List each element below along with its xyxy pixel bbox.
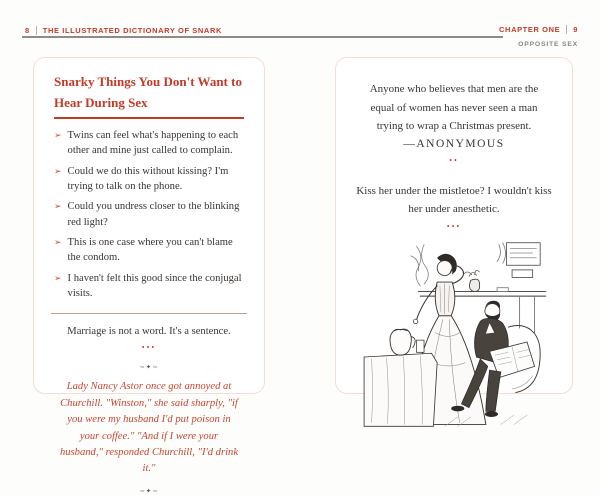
list-item [54,128,244,159]
foliage [411,244,428,285]
anonymous-quote: Anyone who believes that men are the equal of women has never seen a man trying to wrap a Christmas present. [369,83,539,133]
list-item-text: Could you undress closer to the blinking red light? [67,201,240,228]
arrow-bullet-icon: ➢ [54,129,62,140]
arrow-bullet-icon: ➢ [54,272,62,283]
page-title: Snarky Things You Don't Want to Hear During Sex [54,71,244,119]
header-rule [22,36,503,38]
dots-ornament: •• [449,156,459,166]
arrow-bullet-icon: ➢ [54,237,62,248]
churchill-anecdote: Lady Nancy Astor once got annoyed at Churchill. "Winston," she said sharply, "if you were my husband I'd put poison in your coffee." "And if I were your husband," responded Churchill, "I'd drink it." [59,381,239,475]
list-item-text: Could we do this without kissing? I'm trying to talk on the phone. [67,165,229,192]
arrow-bullet-icon: ➢ [54,165,62,176]
illustration-victorian-couple [352,239,556,431]
list-item [54,199,244,230]
arrow-bullet-icon: ➢ [54,201,62,212]
list-item-text: This is one case where you can't blame the condom. [67,237,233,264]
left-page-card [33,57,265,495]
dots-ornament: ••• [446,221,462,231]
header-divider [566,25,567,34]
quote-attribution: —ANONYMOUS [403,138,505,151]
page-number-left: 8 [25,26,30,35]
header-divider [36,26,37,35]
list-item [54,271,244,302]
marriage-quote: Marriage is not a word. It's a sentence. [67,326,231,338]
running-head-left [25,26,222,35]
list-item-text: Twins can feel what's happening to each other and mine just called to complain. [67,129,239,157]
vase [464,270,508,291]
right-page-card [335,57,573,394]
snark-list [54,128,244,302]
dots-ornament: ••• [141,343,157,353]
mistletoe-quote: Kiss her under the mistletoe? I wouldn't kiss her under anesthetic. [356,185,552,215]
squiggle-ornament: ∼✦∼ [139,364,159,372]
list-item-text: I haven't felt this good since the conjugal visits. [67,272,242,300]
chapter-label: CHAPTER ONE [499,25,561,34]
running-head-right [499,25,578,34]
section-label: OPPOSITE SEX [518,41,578,48]
list-item [54,164,244,195]
page-number-right: 9 [573,25,578,34]
book-title: THE ILLUSTRATED DICTIONARY OF SNARK [42,26,222,35]
picture-frames [497,242,540,277]
list-item [54,235,244,266]
section-divider [51,313,247,314]
victorian-engraving [360,239,548,431]
squiggle-ornament: ∼✦∼ [139,487,159,495]
